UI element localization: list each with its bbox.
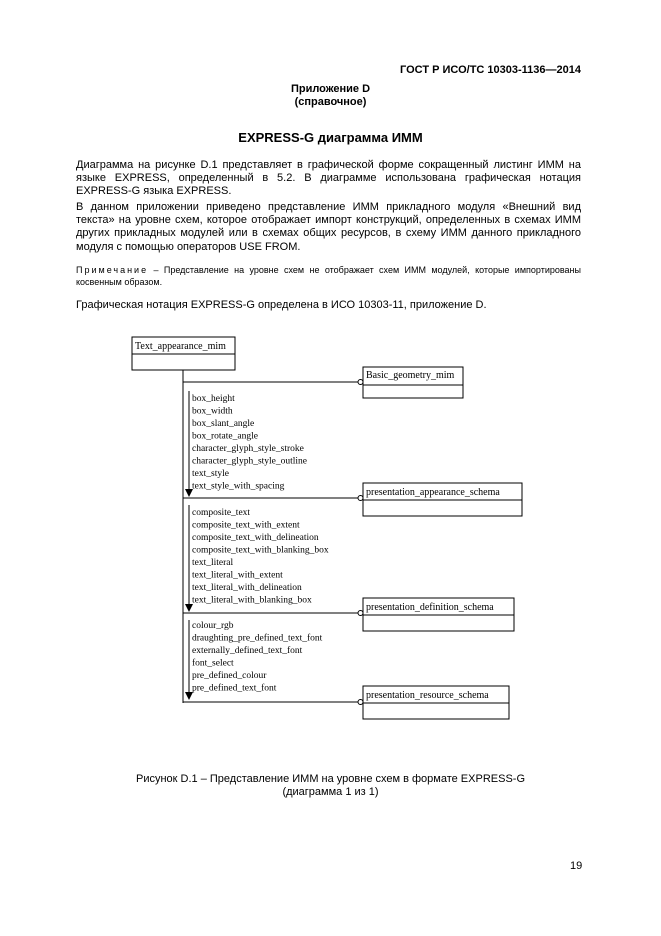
section-title: EXPRESS-G диаграмма ИММ — [238, 130, 423, 145]
connector-3-circle — [358, 611, 363, 616]
group2-item: composite_text_with_extent — [192, 520, 300, 531]
group1-item: box_slant_angle — [192, 419, 255, 429]
notation-text: Графическая нотация EXPRESS-G определена в ИСО 10303-11, приложение D. — [76, 299, 487, 311]
connector-2-circle — [358, 496, 363, 501]
group-3-labels — [192, 621, 323, 694]
group3-item: externally_defined_text_font — [192, 646, 303, 656]
group3-item: draughting_pre_defined_text_font — [192, 633, 323, 644]
group2-item: composite_text_with_blanking_box — [192, 545, 329, 556]
target-label-1: Basic_geometry_mim — [366, 370, 455, 381]
target-label-3: presentation_definition_schema — [366, 602, 494, 613]
group-2-labels — [192, 508, 329, 606]
group1-item: box_height — [192, 394, 235, 404]
connector-4-circle — [358, 700, 363, 705]
group2-item: text_literal_with_delineation — [192, 583, 302, 593]
group3-item: font_select — [192, 658, 234, 669]
group3-item: pre_defined_text_font — [192, 683, 277, 694]
group1-item: text_style_with_spacing — [192, 481, 285, 492]
source-schema-label: Text_appearance_mim — [135, 341, 226, 352]
target-label-2: presentation_appearance_schema — [366, 487, 500, 498]
target-label-4: presentation_resource_schema — [366, 690, 489, 701]
group1-item: text_style — [192, 469, 229, 479]
group2-item: text_literal_with_blanking_box — [192, 595, 312, 606]
group1-item: box_rotate_angle — [192, 431, 258, 442]
paragraph-1-text: Диаграмма на рисунке D.1 представляет в графической форме сокращенный листинг ИММ на языке EXPRESS, определенный в 5.2. В диаграмме использована графическая нотация EXPRESS-G языка EXPRESS. — [76, 159, 581, 198]
connector-1-circle — [358, 380, 363, 385]
figure-caption: Рисунок D.1 – Представление ИММ на уровне схем в формате EXPRESS-G — [135, 773, 525, 785]
note-label: Примечание — [76, 265, 149, 275]
group2-item: text_literal — [192, 558, 234, 568]
group2-item: composite_text_with_delineation — [192, 533, 319, 543]
group1-item: character_glyph_style_outline — [192, 456, 308, 467]
paragraph-2-text: В данном приложении приведено представление ИММ прикладного модуля «Внешний вид текста» на уровне схем, которое отображает импорт конструкций, определенных в схемах ИММ других прикладных модулей или в схемах общих ресурсов, в схему ИММ данного прикладного модуля с помощью операторов USE FROM. — [76, 201, 581, 253]
group-1-labels — [192, 394, 307, 492]
group3-item: pre_defined_colour — [192, 671, 267, 681]
note-text: – Представление на уровне схем не отображает схем ИММ модулей, которые импортированы косвенным образом. — [76, 265, 581, 287]
group2-item: composite_text — [192, 508, 251, 518]
figure-caption-sub: (диаграмма 1 из 1) — [282, 786, 379, 798]
group1-item: character_glyph_style_stroke — [192, 444, 304, 454]
group1-item: box_width — [192, 406, 233, 417]
standard-header: ГОСТ Р ИСО/ТС 10303-1136—2014 — [400, 64, 581, 76]
group3-item: colour_rgb — [192, 621, 234, 631]
appendix-subtitle: (справочное) — [294, 96, 367, 108]
page-number: 19 — [570, 860, 583, 872]
appendix-title: Приложение D — [290, 83, 371, 95]
group2-item: text_literal_with_extent — [192, 570, 283, 581]
